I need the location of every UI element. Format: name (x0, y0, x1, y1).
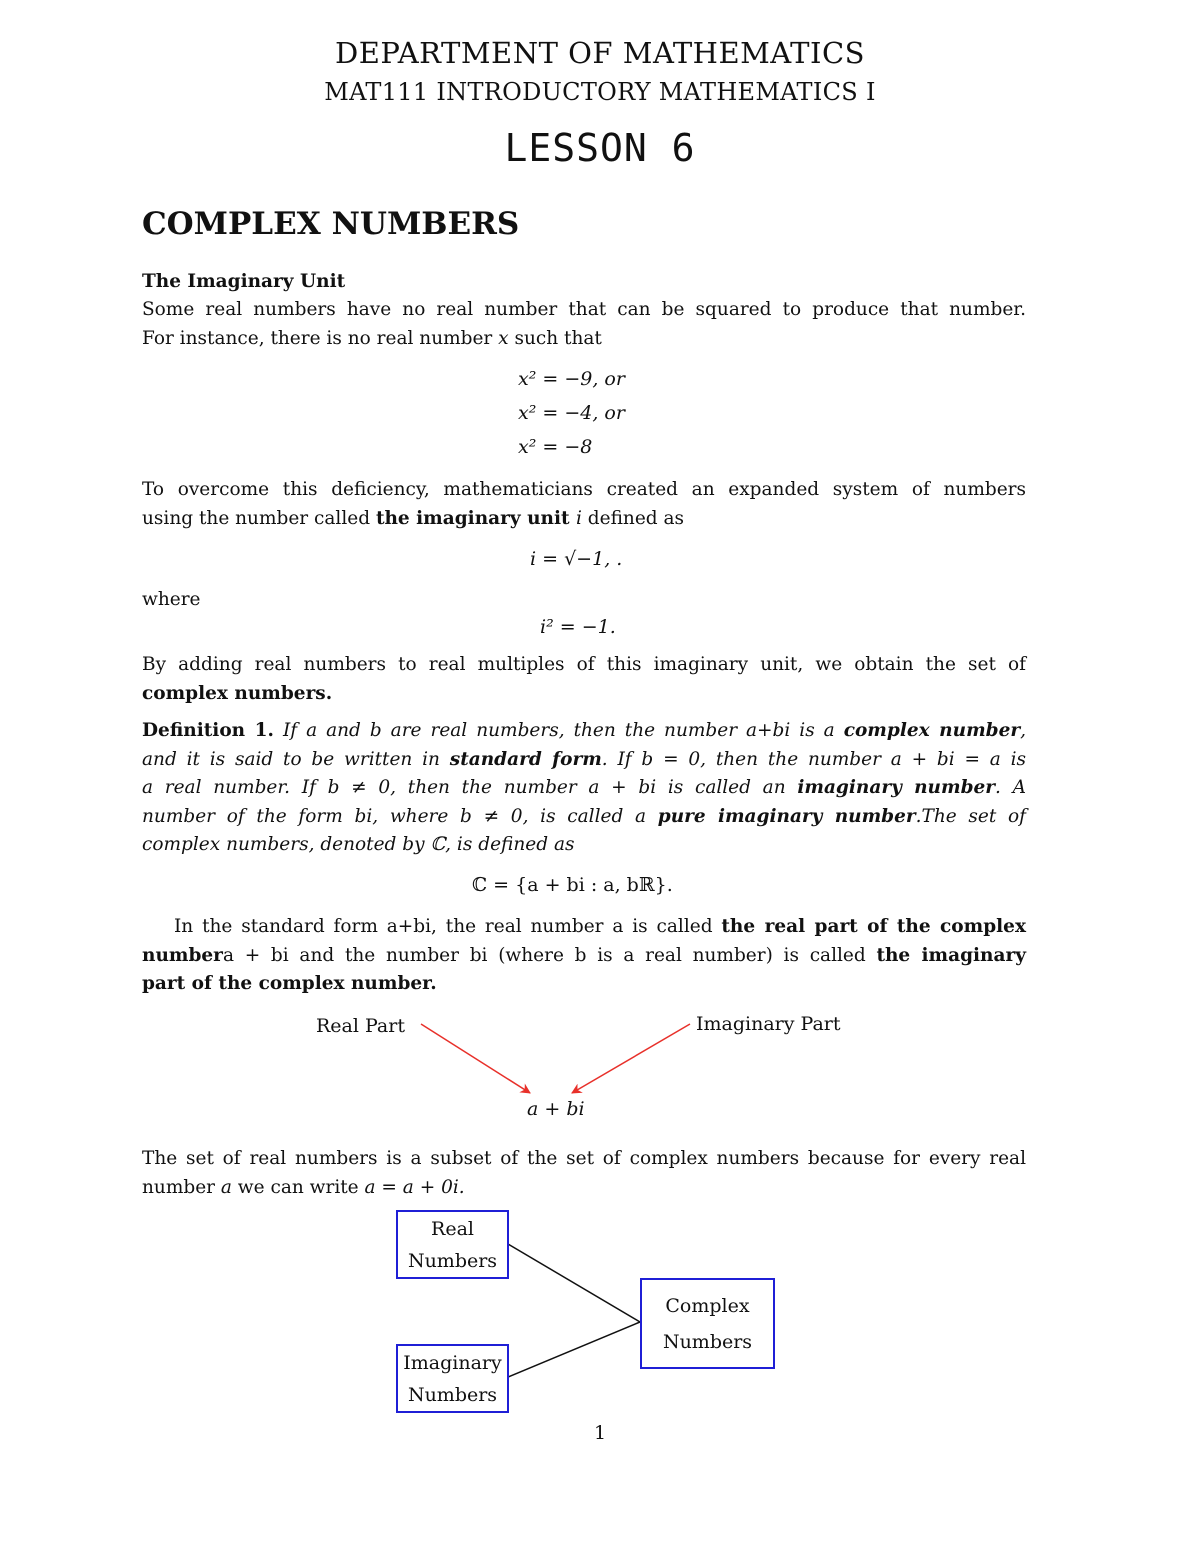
adding-line-1: By adding real numbers to real multiples of this imaginary unit, we obtain the set of (142, 654, 1026, 675)
i-definition-equation: i = √−1, . (530, 548, 623, 570)
subset-equation: a = a + 0i. (364, 1176, 465, 1198)
subset-line-2 (142, 1174, 1026, 1203)
definition-text: If a and b are real numbers, then the number a+bi is a (273, 720, 844, 741)
complex-numbers-label-2: Numbers (662, 1330, 753, 1353)
definition-text: . A (995, 777, 1026, 798)
equation-3: x² = −8 (518, 436, 593, 458)
equation-1: x² = −9, or (518, 368, 625, 390)
complex-numbers-box (640, 1278, 775, 1369)
definition-text: .The set of (915, 805, 1026, 827)
subset-text: we can write (231, 1176, 365, 1198)
standard-form-bold: number (142, 944, 223, 966)
definition-term-pure: pure imaginary number (657, 805, 916, 827)
subset-paragraph (142, 1145, 1026, 1202)
imaginary-part-label: Imaginary Part (696, 1013, 841, 1035)
definition-term-imaginary: imaginary number (797, 777, 996, 798)
section-title-text: The Imaginary Unit (142, 271, 346, 292)
lesson-heading: LESSON 6 (504, 126, 696, 170)
set-equation: ℂ = {a + bi : a, bℝ}. (472, 874, 673, 896)
imaginary-numbers-box (396, 1344, 509, 1413)
intro-text-end: such that (508, 327, 602, 349)
real-numbers-label-2: Numbers (407, 1249, 498, 1272)
chapter-title: COMPLEX NUMBERS (142, 206, 520, 242)
definition-text: , (1020, 720, 1027, 741)
deficiency-bold: the imaginary unit (375, 507, 576, 529)
i-squared-equation: i² = −1. (540, 616, 616, 638)
imaginary-numbers-label-2: Numbers (407, 1383, 498, 1406)
imaginary-to-complex-line (508, 1322, 640, 1377)
definition-text: and it is said to be written in (142, 748, 450, 770)
course-heading: MAT111 INTRODUCTORY MATHEMATICS I (324, 78, 876, 106)
complex-numbers-label-1: Complex (665, 1294, 750, 1317)
subset-line-1: The set of real numbers is a subset of the set of complex numbers because for every real (142, 1148, 1026, 1169)
intro-text: For instance, there is no real number (142, 327, 499, 349)
intro-line-1: Some real numbers have no real number that can be squared to produce that number. (142, 299, 1026, 320)
definition-label: Definition 1. (142, 720, 274, 741)
standard-form-text: a + bi and the number bi (where b is a real number) is called (222, 944, 877, 966)
standard-form-bold: the real part of the complex (721, 916, 1026, 937)
definition-text: a real number. If b ≠ 0, then the number a + bi is called an (142, 777, 798, 798)
imaginary-part-arrow (572, 1024, 690, 1093)
equation-2: x² = −4, or (518, 402, 625, 424)
definition-term-standard: standard form (449, 748, 602, 770)
real-part-label: Real Part (316, 1015, 405, 1037)
standard-form-bold: the imaginary (876, 944, 1026, 966)
adding-line-2: complex numbers. (142, 682, 333, 704)
deficiency-text: using the number called (142, 507, 376, 529)
department-heading: DEPARTMENT OF MATHEMATICS (334, 36, 866, 70)
real-numbers-label-1: Real (431, 1217, 474, 1240)
subset-text: number (142, 1176, 221, 1198)
deficiency-text-end: defined as (581, 507, 685, 529)
definition-text: . If b = 0, then the number a + bi = a is (601, 748, 1026, 770)
real-part-arrow (421, 1024, 530, 1093)
standard-form-line-3: part of the complex number. (142, 973, 437, 994)
subset-var-a: a (220, 1176, 232, 1198)
real-to-complex-line (508, 1244, 640, 1322)
a-plus-bi-expression: a + bi (527, 1098, 585, 1120)
imaginary-numbers-label-1: Imaginary (403, 1351, 502, 1374)
definition-term-complex: complex number (843, 720, 1021, 741)
definition-text: number of the form bi, where b ≠ 0, is called a (142, 805, 658, 827)
deficiency-line-1: To overcome this deficiency, mathematicians created an expanded system of numbers (142, 479, 1026, 500)
real-numbers-box (396, 1210, 509, 1279)
standard-form-text: In the standard form a+bi, the real number a is called (174, 916, 722, 937)
where-text: where (142, 589, 201, 610)
intro-var-x: x (498, 327, 509, 349)
page-number: 1 (593, 1422, 607, 1444)
deficiency-var-i: i (576, 507, 582, 529)
definition-line-5: complex numbers, denoted by ℂ, is defined as (142, 834, 575, 855)
